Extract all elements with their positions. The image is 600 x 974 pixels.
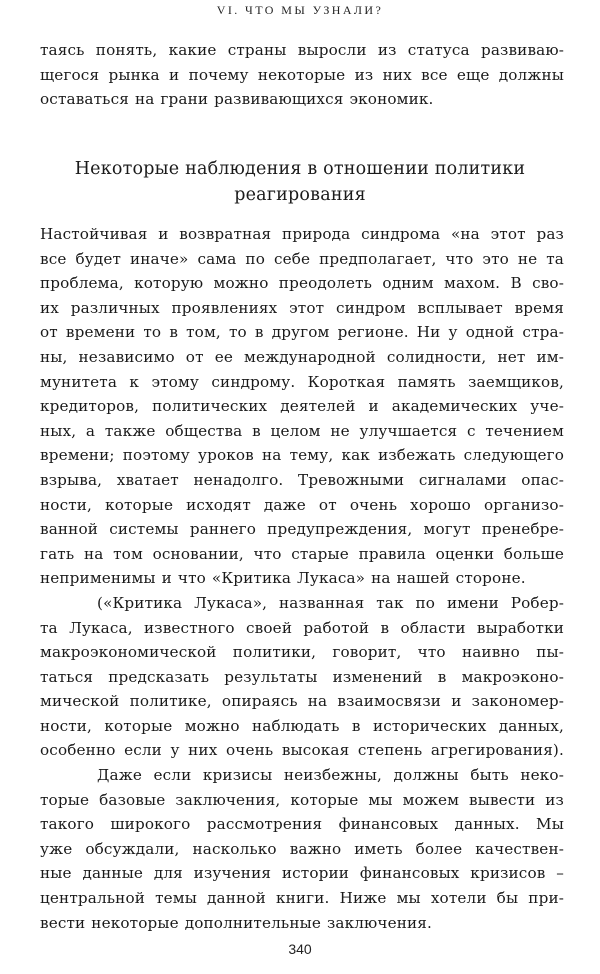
text-line: Даже если кризисы неизбежны, должны быть неко- <box>97 766 564 785</box>
section-heading-line: реагирования <box>234 185 366 205</box>
text-line: та Лукаса, известного своей работой в области выработки <box>40 618 564 637</box>
text-line: их различных проявлениях этот синдром всплывает время <box>40 298 564 317</box>
text-line: проблема, которую можно преодолеть одним махом. В сво- <box>40 274 564 293</box>
text-line: мунитета к этому синдрому. Короткая память заемщиков, <box>40 372 564 391</box>
text-line: ны, независимо от ее международной солидности, нет им- <box>40 347 564 366</box>
paragraph-3 <box>40 763 564 935</box>
text-line: оставаться на грани развивающихся экономик. <box>40 90 434 109</box>
text-line: центральной темы данной книги. Ниже мы хотели бы при- <box>40 889 564 908</box>
paragraph-2 <box>40 591 564 763</box>
text-line: гать на том основании, что старые правила оценки больше <box>40 544 564 563</box>
text-line: щегося рынка и почему некоторые из них все еще должны <box>40 65 564 84</box>
text-line: Настойчивая и возвратная природа синдрома «на этот раз <box>40 225 564 243</box>
running-head: VI. ЧТО МЫ УЗНАЛИ? <box>216 3 384 17</box>
text-line: макроэкономической политики, говорит, что наивно пы- <box>40 643 564 662</box>
text-line: уже обсуждали, насколько важно иметь более качествен- <box>40 839 564 858</box>
text-line: от времени то в том, то в другом регионе. Ни у одной стра- <box>40 323 564 342</box>
section-heading <box>0 156 600 208</box>
text-line: ности, которые исходят даже от очень хорошо организо- <box>40 495 564 514</box>
paragraph-1 <box>40 222 564 591</box>
text-line: торые базовые заключения, которые мы можем вывести из <box>40 790 564 809</box>
text-line: ные данные для изучения истории финансовых кризисов – <box>40 864 564 883</box>
text-line: взрыва, хватает ненадолго. Тревожными сигналами опас- <box>40 470 564 489</box>
text-line: таясь понять, какие страны выросли из статуса развиваю- <box>40 41 564 59</box>
text-line: ных, а также общества в целом не улучшается с течением <box>40 421 564 440</box>
text-line: ванной системы раннего предупреждения, могут пренебре- <box>40 520 564 539</box>
text-line: мической политике, опираясь на взаимосвязи и закономер- <box>40 692 564 711</box>
text-line: кредиторов, политических деятелей и академических уче- <box>40 397 564 416</box>
body-text <box>40 222 564 935</box>
text-line: такого широкого рассмотрения финансовых данных. Мы <box>40 815 564 834</box>
intro-paragraph <box>40 38 564 112</box>
page-number: 340 <box>288 941 312 957</box>
text-line: вести некоторые дополнительные заключения. <box>40 913 432 932</box>
text-line: ности, которые можно наблюдать в исторических данных, <box>40 716 564 735</box>
text-line: все будет иначе» сама по себе предполагает, что это не та <box>40 249 564 268</box>
text-line: («Критика Лукаса», названная так по имени Робер- <box>97 593 564 612</box>
text-line: времени; поэтому уроков на тему, как избежать следующего <box>40 446 564 465</box>
text-line: особенно если у них очень высокая степень агрегирования). <box>40 741 564 760</box>
text-line: таться предсказать результаты изменений в макроэконо- <box>40 667 564 686</box>
section-heading-line: Некоторые наблюдения в отношении политики <box>74 159 526 179</box>
text-line: неприменимы и что «Критика Лукаса» на нашей стороне. <box>40 569 526 588</box>
